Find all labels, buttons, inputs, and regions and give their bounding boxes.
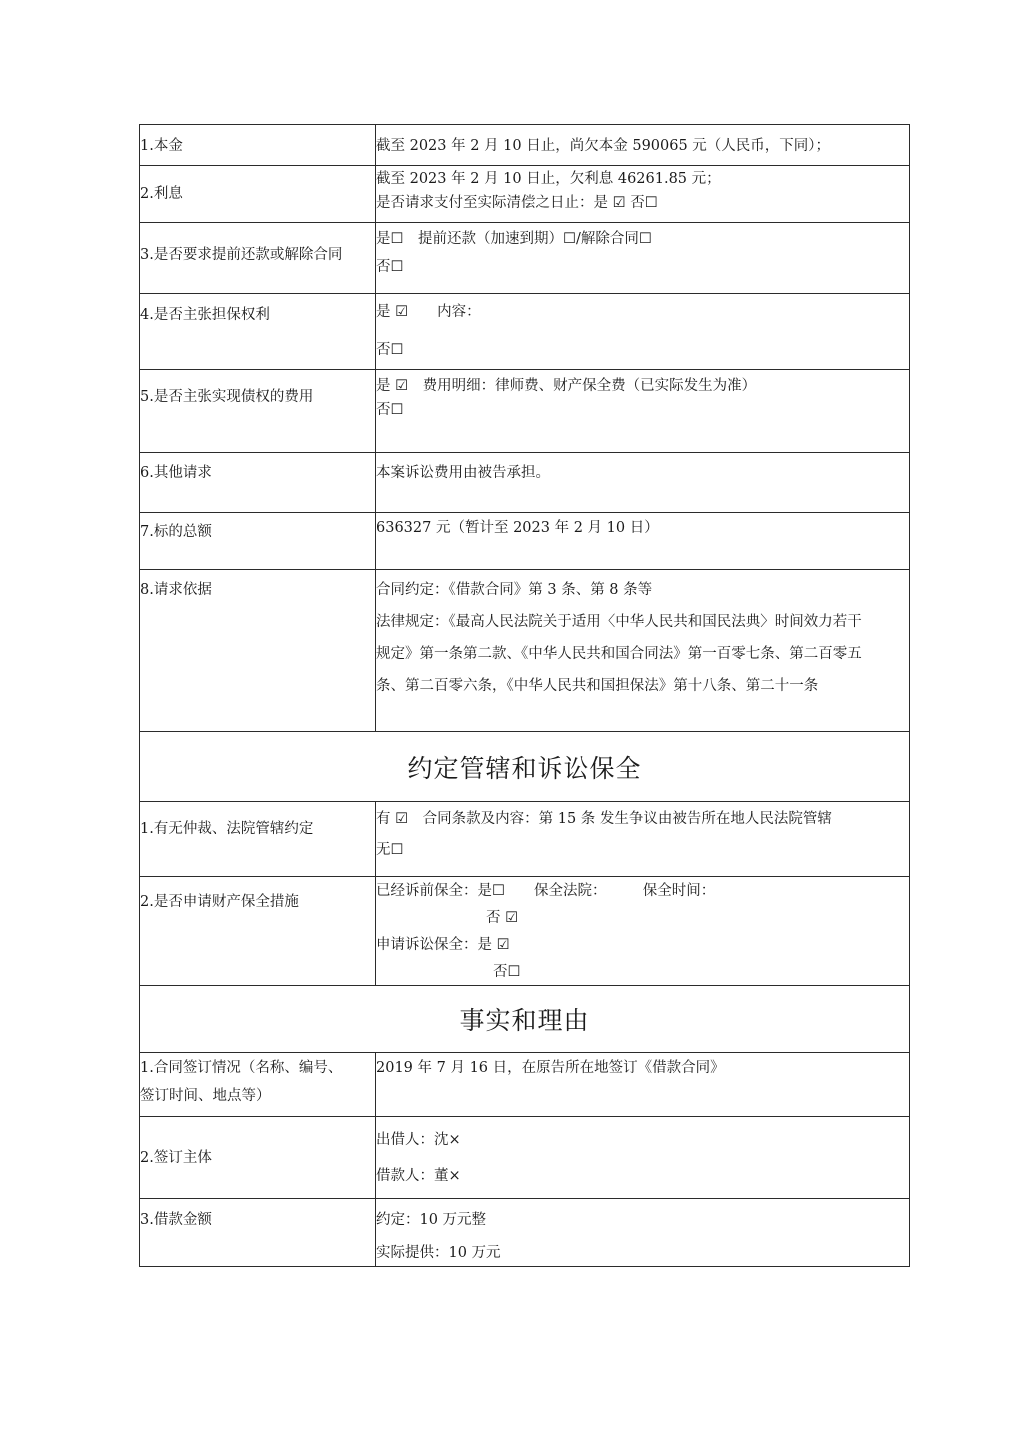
- row-label-parties: 2.签订主体: [140, 1117, 376, 1199]
- table-row: [140, 877, 910, 986]
- row-label-jurisdiction-agreement: 1.有无仲裁、法院管辖约定: [140, 802, 376, 877]
- table-row: [140, 513, 910, 570]
- table-row: [140, 570, 910, 732]
- row-label-loan-amount: 3.借款金额: [140, 1199, 376, 1267]
- section-row: [140, 732, 910, 802]
- row-value-security-rights: 是 ☑ 内容： 否☐: [376, 294, 910, 370]
- row-value-early-repayment: 是☐ 提前还款（加速到期）☐/解除合同☐ 否☐: [376, 223, 910, 294]
- row-label-legal-basis: 8.请求依据: [140, 570, 376, 732]
- row-value-total-amount: 636327 元（暂计至 2023 年 2 月 10 日）: [376, 513, 910, 570]
- row-value-property-preservation: 已经诉前保全：是☐ 保全法院： 保全时间： 否 ☑ 申请诉讼保全：是 ☑ 否☐: [376, 877, 910, 986]
- row-value-principal: 截至 2023 年 2 月 10 日止，尚欠本金 590065 元（人民币，下同）；: [376, 125, 910, 166]
- row-label-property-preservation: 2.是否申请财产保全措施: [140, 877, 376, 986]
- row-label-other-claims: 6.其他请求: [140, 453, 376, 513]
- table-row: [140, 1199, 910, 1267]
- table-row: [140, 802, 910, 877]
- table-row: [140, 1117, 910, 1199]
- row-value-contract-signing: 2019 年 7 月 16 日，在原告所在地签订《借款合同》: [376, 1053, 910, 1117]
- row-label-total-amount: 7.标的总额: [140, 513, 376, 570]
- section-row: [140, 986, 910, 1053]
- table-row: [140, 1053, 910, 1117]
- row-value-other-claims: 本案诉讼费用由被告承担。: [376, 453, 910, 513]
- table-row: [140, 223, 910, 294]
- section-title-jurisdiction: 约定管辖和诉讼保全: [140, 732, 910, 802]
- complaint-table: [139, 124, 910, 1267]
- row-label-enforcement-costs: 5.是否主张实现债权的费用: [140, 370, 376, 453]
- row-value-interest: 截至 2023 年 2 月 10 日止，欠利息 46261.85 元； 是否请求支付至实际清偿之日止：是 ☑ 否☐: [376, 166, 910, 223]
- row-value-jurisdiction-agreement: 有 ☑ 合同条款及内容：第 15 条 发生争议由被告所在地人民法院管辖 无☐: [376, 802, 910, 877]
- section-title-facts: 事实和理由: [140, 986, 910, 1053]
- row-label-security-rights: 4.是否主张担保权利: [140, 294, 376, 370]
- table-row: [140, 453, 910, 513]
- row-label-interest: 2.利息: [140, 166, 376, 223]
- row-value-legal-basis: 合同约定：《借款合同》第 3 条、第 8 条等 法律规定：《最高人民法院关于适用〈中华人民共和国民法典〉时间效力若干 规定》第一条第二款、《中华人民共和国合同法》第一百零七条、第二百零五 条、第二百零六条，《中华人民共和国担保法》第十八条、第二十一条: [376, 570, 910, 732]
- row-value-enforcement-costs: 是 ☑ 费用明细：律师费、财产保全费（已实际发生为准） 否☐: [376, 370, 910, 453]
- table-row: [140, 294, 910, 370]
- row-value-parties: 出借人：沈× 借款人：董×: [376, 1117, 910, 1199]
- row-label-principal: 1.本金: [140, 125, 376, 166]
- row-label-early-repayment: 3.是否要求提前还款或解除合同: [140, 223, 376, 294]
- table-row: [140, 370, 910, 453]
- row-label-contract-signing: 1.合同签订情况（名称、编号、 签订时间、地点等）: [140, 1053, 376, 1117]
- table-row: [140, 125, 910, 166]
- row-value-loan-amount: 约定：10 万元整 实际提供：10 万元: [376, 1199, 910, 1267]
- table-row: [140, 166, 910, 223]
